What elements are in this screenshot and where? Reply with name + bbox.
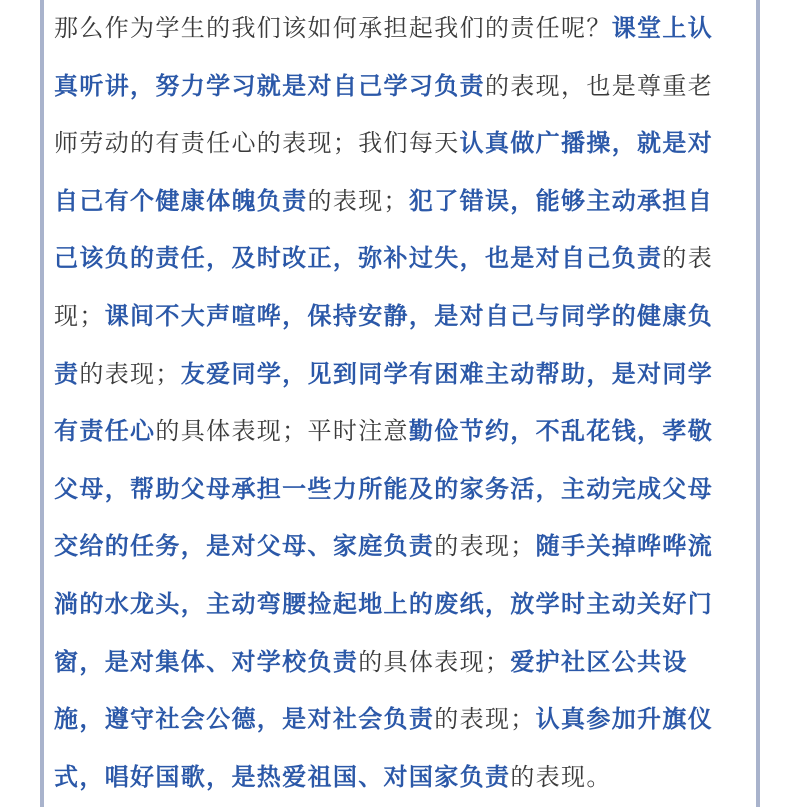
highlighted-text-run: 认真参加升旗仪 <box>535 705 714 734</box>
highlighted-text-run: 课堂上认 <box>611 14 714 42</box>
highlighted-text-run: 交给的任务，是对父母、家庭负责 <box>54 532 435 561</box>
highlighted-text-run: 真听讲，努力学习就是对自己学习负责 <box>54 71 485 100</box>
highlighted-text-run: 犯了错误，能够主动承担自 <box>408 186 714 215</box>
highlighted-text-run: 己该负的责任，及时改正，弥补过失，也是对自己负责 <box>54 244 663 273</box>
highlighted-text-run: 爱护社区公共设 <box>510 647 688 676</box>
text-run: 师劳动的有责任心的表现；我们每天 <box>54 129 460 158</box>
article-paragraph <box>54 0 746 806</box>
highlighted-text-run: 淌的水龙头，主动弯腰捡起地上的废纸，放学时主动关好门 <box>54 589 714 618</box>
text-run: 的表现； <box>307 186 409 215</box>
text-run: 的表现。 <box>510 762 612 791</box>
highlighted-text-run: 随手关掉哗哗流 <box>535 532 714 561</box>
highlighted-text-run: 施，遵守社会公德，是对社会负责 <box>54 705 435 734</box>
right-border-line <box>756 0 760 807</box>
paragraph-line <box>54 518 746 576</box>
text-run: 的具体表现； <box>358 647 511 676</box>
text-run: 现； <box>54 301 105 330</box>
highlighted-text-run: 自己有个健康体魄负责 <box>54 186 308 215</box>
text-run: 的表现，也是尊重老 <box>484 71 714 100</box>
paragraph-line <box>54 403 746 461</box>
paragraph-line <box>54 58 746 116</box>
highlighted-text-run: 式，唱好国歌，是热爱祖国、对国家负责 <box>54 762 511 791</box>
paragraph-line <box>54 346 746 404</box>
highlighted-text-run: 责 <box>54 359 80 388</box>
text-run: 的表现； <box>434 532 536 561</box>
highlighted-text-run: 认真做广播操，就是对 <box>459 129 714 158</box>
paragraph-line <box>54 461 746 519</box>
highlighted-text-run: 勤俭节约，不乱花钱，孝敬 <box>408 417 714 446</box>
text-run: 的表现； <box>79 359 181 388</box>
text-run: 那么作为学生的我们该如何承担起我们的责任呢？ <box>54 14 612 42</box>
left-border-line <box>40 0 44 807</box>
highlighted-text-run: 课间不大声喧哗，保持安静，是对自己与同学的健康负 <box>104 301 714 330</box>
paragraph-line <box>54 288 746 346</box>
text-run: 的具体表现；平时注意 <box>155 417 409 446</box>
paragraph-line <box>54 230 746 288</box>
paragraph-line <box>54 691 746 749</box>
paragraph-line <box>54 576 746 634</box>
paragraph-line <box>54 0 746 58</box>
highlighted-text-run: 父母，帮助父母承担一些力所能及的家务活，主动完成父母 <box>54 474 714 503</box>
paragraph-line <box>54 749 746 807</box>
highlighted-text-run: 有责任心 <box>54 417 156 446</box>
highlighted-text-run: 友爱同学，见到同学有困难主动帮助，是对同学 <box>180 359 714 388</box>
paragraph-line <box>54 634 746 692</box>
text-run: 的表 <box>662 244 714 273</box>
paragraph-line <box>54 115 746 173</box>
highlighted-text-run: 窗，是对集体、对学校负责 <box>54 647 359 676</box>
text-run: 的表现； <box>434 705 536 734</box>
paragraph-line <box>54 173 746 231</box>
